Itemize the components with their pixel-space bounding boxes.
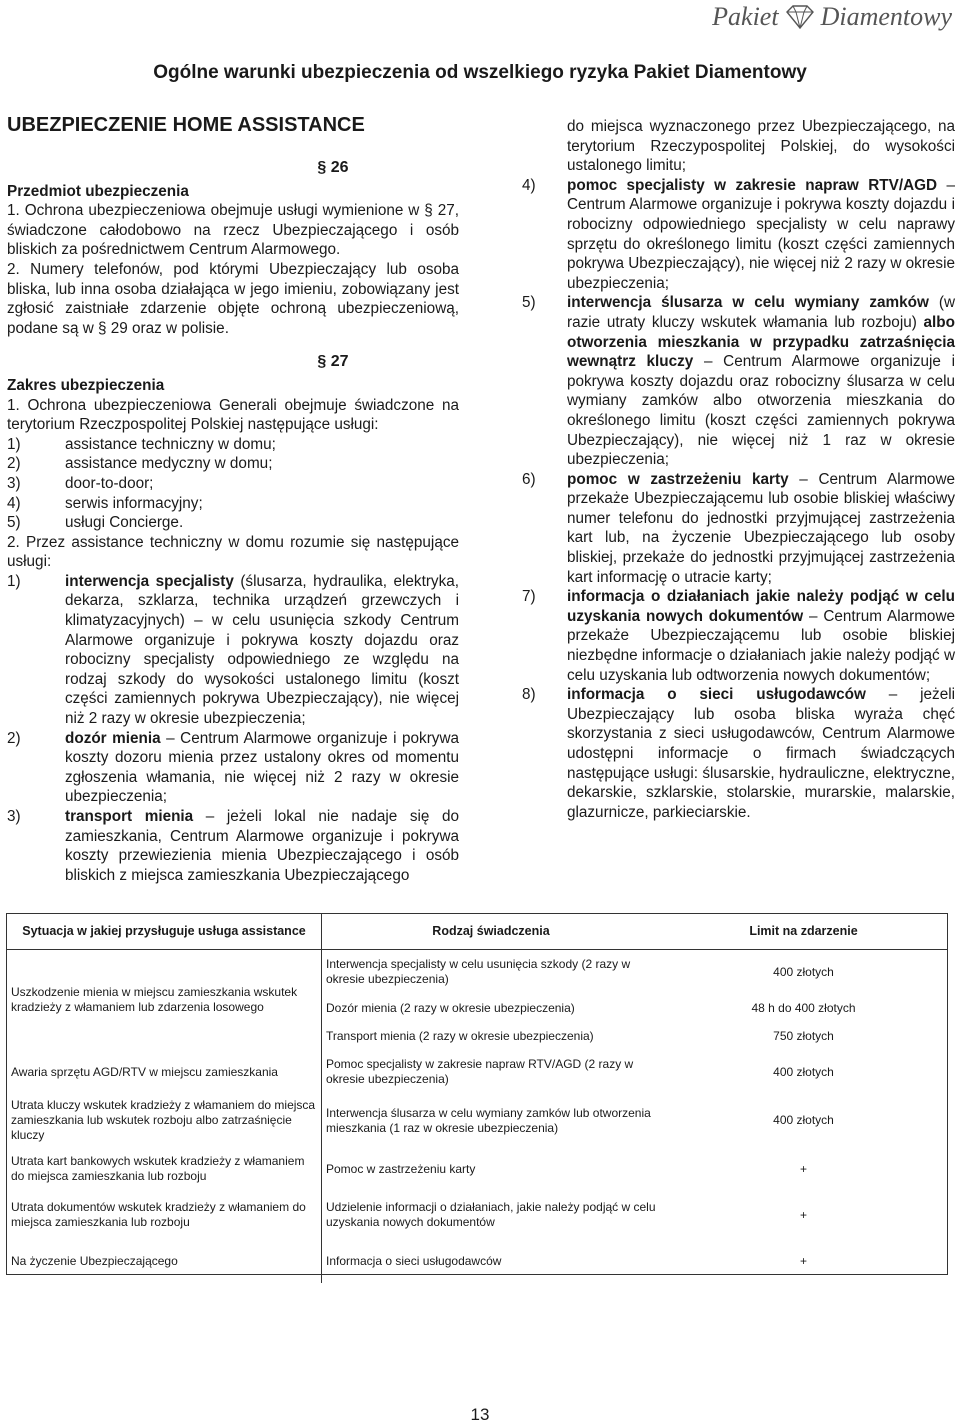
- paragraph-27-number: § 27: [317, 353, 349, 371]
- column-header: Limit na zdarzenie: [660, 914, 947, 950]
- item-bold-term: informacja o działaniach jakie należy podjąć w celu uzyskania nowych dokumentów: [567, 588, 955, 625]
- item-bold-term: interwencja specjalisty: [65, 572, 234, 590]
- limit-cell: 400 złotych: [773, 1064, 834, 1079]
- logo-text-left: Pakiet: [712, 2, 779, 31]
- list-item: [522, 685, 955, 822]
- item-text: [65, 572, 459, 729]
- item-description: – Centrum Alarmowe organizuje i pokrywa koszty dojazdu i robocizny odpowiedniego specjalisty w celu naprawy sprzętu do określonego limitu (koszt części zamiennych pokrywa Ubezpieczający), nie więcej niż 2 razy w okresie ubezpieczenia;: [567, 176, 955, 292]
- paragraph-26-number: § 26: [317, 159, 349, 176]
- list-item: [522, 293, 955, 469]
- service-cell: Interwencja ślusarza w celu wymiany zamków lub otworzenia mieszkania (1 raz w okresie ubezpieczenia): [326, 1105, 651, 1135]
- limit-cell: +: [799, 1207, 807, 1222]
- table-header-row: [7, 914, 947, 950]
- situation-cell: Utrata kart bankowych wskutek kradzieży z włamaniem do miejsca zamieszkania lub rozboju: [7, 1147, 322, 1191]
- situation-cell: Utrata kluczy wskutek kradzieży z włamaniem do miejsca zamieszkania lub wskutek rozboju albo zatrzaśnięcie kluczy: [7, 1094, 322, 1147]
- item-number: 3): [7, 808, 21, 825]
- limit-cell: +: [799, 1253, 807, 1268]
- item-text: [567, 293, 955, 469]
- limit-cell: 48 h do 400 złotych: [751, 1000, 856, 1015]
- list-item: [522, 587, 955, 685]
- table-row: [7, 950, 947, 995]
- item-bold-term: dozór mienia: [65, 729, 161, 747]
- item-bold-term: pomoc w zastrzeżeniu karty: [567, 470, 789, 488]
- item-text: [65, 729, 459, 807]
- item-bold-term: pomoc specjalisty w zakresie napraw RTV/AGD: [567, 176, 938, 194]
- list-item: [7, 513, 459, 533]
- list-item: [7, 454, 459, 474]
- technical-assistance-list: [7, 572, 459, 886]
- table-row: [7, 1147, 947, 1191]
- limit-cell: +: [799, 1161, 807, 1176]
- services-list: [7, 435, 459, 533]
- item-bold-term: interwencja ślusarza w celu wymiany zamków: [567, 294, 929, 312]
- service-cell: Pomoc w zastrzeżeniu karty: [326, 1161, 476, 1176]
- column-header: Sytuacja w jakiej przysługuje usługa assistance: [7, 914, 322, 950]
- page-number: 13: [470, 1405, 490, 1424]
- situation-cell: Utrata dokumentów wskutek kradzieży z włamaniem do miejsca zamieszkania lub rozboju: [7, 1191, 322, 1239]
- item-description-2: – Centrum Alarmowe organizuje i pokrywa koszty dojazdu oraz robocizny ślusarza w celu wymiany zamków albo otworzenia mieszkania do określonego limitu (koszt części zamiennych pokrywa Ubezpieczający), nie więcej niż 1 raz w okresie ubezpieczenia;: [567, 353, 955, 469]
- item-text: [567, 587, 955, 685]
- paragraph-26-heading: Przedmiot ubezpieczenia: [7, 182, 189, 200]
- section-title: UBEZPIECZENIE HOME ASSISTANCE: [7, 114, 365, 136]
- list-item: [7, 435, 459, 455]
- limit-cell: 400 złotych: [773, 964, 834, 979]
- item-text: [567, 470, 955, 588]
- item-description: – Centrum Alarmowe przekaże Ubezpieczającemu lub osobie bliskiej niezbędne informacje o działaniach jakie należy podjąć w celu uzyskania lub odtworzenia nowych dokumentów;: [567, 607, 955, 684]
- table-row: [7, 1239, 947, 1283]
- paragraph-27-heading: Zakres ubezpieczenia: [7, 376, 165, 394]
- item-description: – jeżeli Ubezpieczający lub osoba bliska wyraża chęć skorzystania z sieci usługodawców, Centrum Alarmowe udostępni informacje o firmach świadczących następujące usługi: ślusarskie, hydrauliczne, elektryczne, dekarskie, szklarskie, stolarskie, murarskie, malarskie, glazurnicze, parkieciarskie.: [567, 686, 955, 821]
- item-number: 2): [7, 729, 21, 747]
- column-header: Rodzaj świadczenia: [322, 914, 661, 950]
- document-title: Ogólne warunki ubezpieczenia od wszelkiego ryzyka Pakiet Diamentowy: [153, 62, 807, 83]
- item-text: [567, 176, 955, 294]
- item-description: (ślusarza, hydraulika, elektryka, dekarza, szklarza, technika urządzeń grzewczych i klimatyzacyjnych) – w celu usunięcia szkody Centrum Alarmowe organizuje i pokrywa koszty dojazdu oraz robocizny specjalisty odpowiedniego ze względu na rodzaj szkody do wysokości ustalonego limitu (koszt części zamiennych pokrywa Ubezpieczający), nie więcej niż 2 razy w okresie ubezpieczenia;: [65, 572, 459, 728]
- service-cell: Dozór mienia (2 razy w okresie ubezpieczenia): [326, 1000, 575, 1015]
- right-column: [522, 117, 955, 822]
- service-cell: Udzielenie informacji o działaniach, jakie należy podjąć w celu uzyskania nowych dokumentów: [326, 1200, 656, 1229]
- paragraph-26-point-2: 2. Numery telefonów, pod którymi Ubezpieczający lub osoba bliska, lub inna osoba działająca w jego imieniu, zobowiązany jest zgłosić zaistniałe zdarzenie objęte ochroną ubezpieczeniową, podane są w § 29 oraz w polisie.: [7, 260, 459, 337]
- item-description: – Centrum Alarmowe przekaże Ubezpieczającemu lub osobie bliskiej właściwy numer telefonu do jednostki przyjmującej zastrzeżenia kart lub, na życzenie Ubezpieczającego lub osoby bliskiej, przekaże do jednostki przyjmującej zastrzeżenia kart informację o utracie karty;: [567, 470, 955, 586]
- item-number: 1): [7, 572, 21, 590]
- item-text: [65, 807, 459, 885]
- table-row: [7, 1094, 947, 1147]
- diamond-icon: [783, 4, 817, 30]
- item-description: – jeżeli lokal nie nadaje się do zamieszkania, Centrum Alarmowe organizuje i pokrywa koszty przewiezienia mienia Ubezpieczającego i osób bliskich z miejsca zamieszkania Ubezpieczającego: [65, 808, 459, 884]
- service-cell: Pomoc specjalisty w zakresie napraw RTV/AGD (2 razy w okresie ubezpieczenia): [326, 1057, 634, 1086]
- list-item: [522, 470, 955, 588]
- item-number: 3): [7, 474, 21, 492]
- table-row: [7, 1191, 947, 1239]
- item-number: 7): [522, 588, 536, 606]
- item-bold-term-2: albo otworzenia mieszkania w przypadku zatrzaśnięcia wewnątrz kluczy: [567, 313, 955, 371]
- continued-text: do miejsca wyznaczonego przez Ubezpieczającego, na terytorium Rzeczypospolitej Polskiej, do wysokości ustalonego limitu;: [567, 118, 955, 175]
- brand-logo: [712, 2, 952, 32]
- list-item: [7, 729, 459, 807]
- item-bold-term: informacja o sieci usługodawców: [567, 686, 866, 704]
- situation-cell: Uszkodzenie mienia w miejscu zamieszkania wskutek kradzieży z włamaniem lub zdarzenia losowego: [7, 950, 322, 1051]
- item-number: 2): [7, 455, 21, 473]
- left-column: [7, 116, 459, 885]
- item-text: [567, 685, 955, 822]
- list-item: [7, 494, 459, 514]
- limit-cell: 750 złotych: [773, 1028, 834, 1043]
- item-number: 4): [7, 494, 21, 512]
- item-text: assistance techniczny w domu;: [65, 435, 276, 453]
- item-number: 4): [522, 176, 536, 194]
- logo-text-right: Diamentowy: [820, 2, 952, 31]
- item-description: (w razie utraty kluczy wskutek włamania lub rozboju): [567, 294, 955, 331]
- table-row: [7, 1050, 947, 1094]
- list-item: [7, 572, 459, 729]
- list-item: [7, 807, 459, 885]
- paragraph-26-point-1: 1. Ochrona ubezpieczeniowa obejmuje usługi wymienione w § 27, świadczone całodobowo na rzecz Ubezpieczającego i osób bliskich za pośrednictwem Centrum Alarmowego.: [7, 202, 459, 259]
- item-number: 6): [522, 470, 536, 488]
- item-number: 5): [522, 294, 536, 312]
- paragraph-27-point-2: 2. Przez assistance techniczny w domu rozumie się następujące usługi:: [7, 533, 459, 571]
- item-bold-term: transport mienia: [65, 808, 194, 825]
- item-text: door-to-door;: [65, 474, 154, 492]
- situation-cell: Awaria sprzętu AGD/RTV w miejscu zamieszkania: [7, 1050, 322, 1094]
- item-text: serwis informacyjny;: [65, 494, 203, 512]
- service-cell: Interwencja specjalisty w celu usunięcia szkody (2 razy w okresie ubezpieczenia): [326, 957, 631, 986]
- item-number: 1): [7, 435, 21, 453]
- item-text: usługi Concierge.: [65, 514, 184, 532]
- item-description: – Centrum Alarmowe organizuje i pokrywa koszty dozoru mienia przez ustalony okres od momentu zgłoszenia włamania, nie więcej niż 2 razy w okresie ubezpieczenia;: [65, 729, 459, 806]
- item-number: 8): [522, 686, 536, 704]
- item-text: assistance medyczny w domu;: [65, 455, 273, 473]
- limit-cell: 400 złotych: [773, 1113, 834, 1127]
- service-cell: Transport mienia (2 razy w okresie ubezpieczenia): [326, 1028, 594, 1043]
- paragraph-27-point-1: 1. Ochrona ubezpieczeniowa Generali obejmuje świadczone na terytorium Rzeczpospolitej Polskiej następujące usługi:: [7, 396, 459, 434]
- service-cell: Informacja o sieci usługodawców: [326, 1253, 502, 1268]
- item-number: 5): [7, 514, 21, 532]
- situation-cell: Na życzenie Ubezpieczającego: [7, 1239, 322, 1283]
- list-item: [7, 474, 459, 494]
- assistance-table: [6, 913, 948, 1275]
- list-item: [522, 176, 955, 294]
